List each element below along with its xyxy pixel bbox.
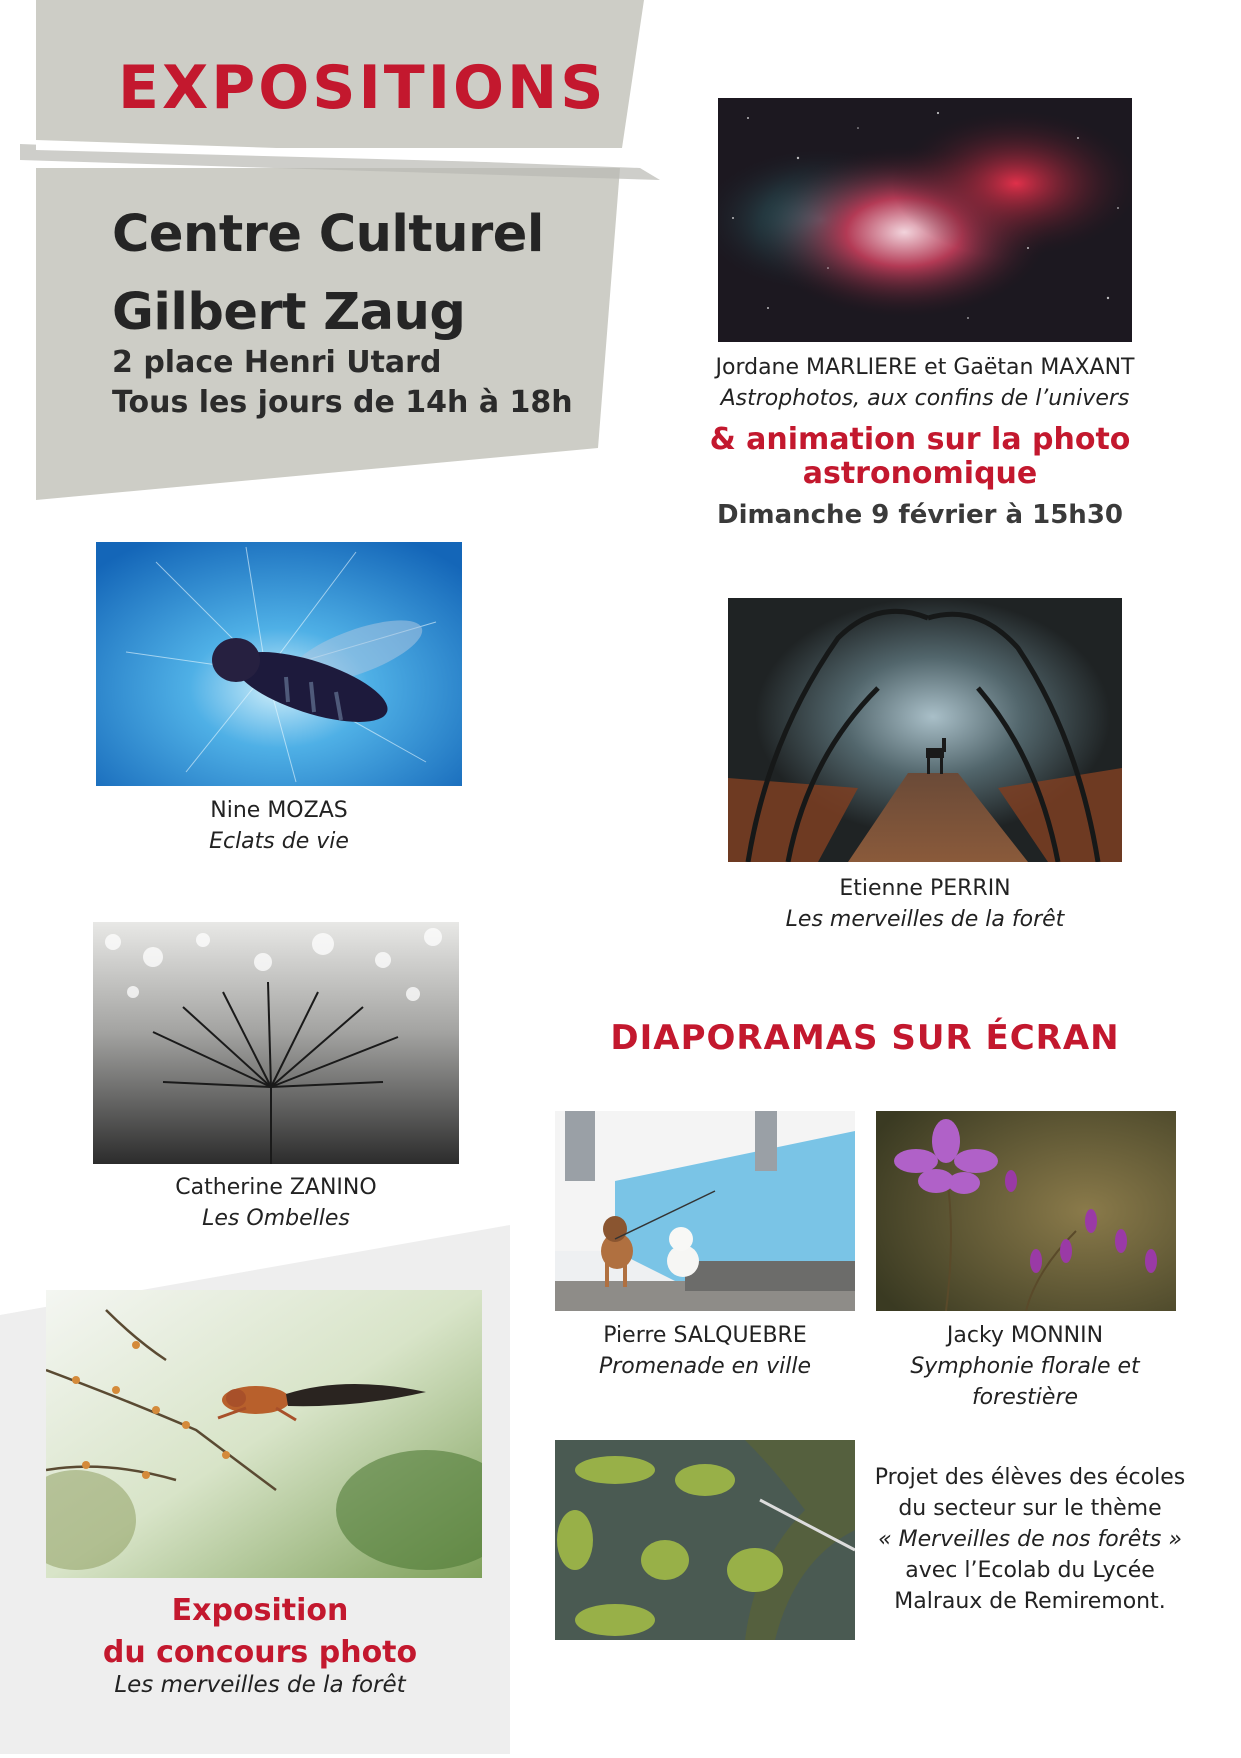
credit-pets bbox=[530, 1320, 880, 1382]
credit-astro-title: Astrophotos, aux confins de l’univers bbox=[720, 386, 1130, 411]
project-line1: Projet des élèves des écoles bbox=[874, 1465, 1186, 1490]
venue-hours: Tous les jours de 14h à 18h bbox=[112, 385, 573, 420]
credit-flower bbox=[860, 1320, 1190, 1413]
credit-umbel-title: Les Ombelles bbox=[202, 1206, 350, 1231]
project-line3: « Merveilles de nos forêts » bbox=[878, 1527, 1182, 1552]
credit-deer bbox=[710, 873, 1140, 935]
astro-animation-line1: & animation sur la photo bbox=[709, 422, 1131, 457]
project-line5: Malraux de Remiremont. bbox=[894, 1589, 1166, 1614]
credit-fly bbox=[96, 795, 462, 857]
credit-fly-name: Nine MOZAS bbox=[210, 798, 348, 823]
section-title: EXPOSITIONS bbox=[118, 53, 607, 123]
credit-umbel-name: Catherine ZANINO bbox=[175, 1175, 377, 1200]
venue-address: 2 place Henri Utard bbox=[112, 345, 442, 380]
venue-name bbox=[112, 196, 544, 352]
astro-animation-line2: astronomique bbox=[802, 456, 1038, 491]
squirrel-photo bbox=[46, 1290, 482, 1578]
deer-forest-photo bbox=[728, 598, 1122, 862]
credit-flower-name: Jacky MONNIN bbox=[946, 1323, 1104, 1348]
venue-name-line1: Centre Culturel bbox=[112, 205, 544, 264]
school-project-text bbox=[870, 1462, 1190, 1617]
credit-astro-name: Jordane MARLIERE et Gaëtan MAXANT bbox=[715, 355, 1135, 380]
project-line4: avec l’Ecolab du Lycée bbox=[905, 1558, 1155, 1583]
credit-pets-name: Pierre SALQUEBRE bbox=[603, 1323, 807, 1348]
contest-line2: du concours photo bbox=[102, 1635, 418, 1670]
credit-fly-title: Eclats de vie bbox=[209, 829, 349, 854]
credit-deer-title: Les merveilles de la forêt bbox=[785, 907, 1065, 932]
astro-animation bbox=[700, 423, 1140, 491]
contest-subtitle: Les merveilles de la forêt bbox=[114, 1672, 406, 1698]
astro-photo bbox=[718, 98, 1132, 342]
credit-flower-title-line1: Symphonie florale et bbox=[910, 1354, 1140, 1379]
aerial-pond-photo bbox=[555, 1440, 855, 1640]
diaporamas-title: DIAPORAMAS SUR ÉCRAN bbox=[610, 1018, 1120, 1058]
umbel-photo bbox=[93, 922, 459, 1164]
credit-deer-name: Etienne PERRIN bbox=[839, 876, 1011, 901]
credit-pets-title: Promenade en ville bbox=[598, 1354, 812, 1379]
credit-flower-title-line2: forestière bbox=[971, 1385, 1079, 1410]
contest-line1: Exposition bbox=[171, 1593, 349, 1628]
project-line2: du secteur sur le thème bbox=[898, 1496, 1162, 1521]
venue-name-line2: Gilbert Zaug bbox=[112, 283, 466, 342]
astro-date: Dimanche 9 février à 15h30 bbox=[717, 500, 1123, 530]
flower-photo bbox=[876, 1111, 1176, 1311]
street-pets-photo bbox=[555, 1111, 855, 1311]
credit-astro bbox=[660, 352, 1190, 414]
contest-label bbox=[60, 1590, 460, 1674]
fly-photo bbox=[96, 542, 462, 786]
